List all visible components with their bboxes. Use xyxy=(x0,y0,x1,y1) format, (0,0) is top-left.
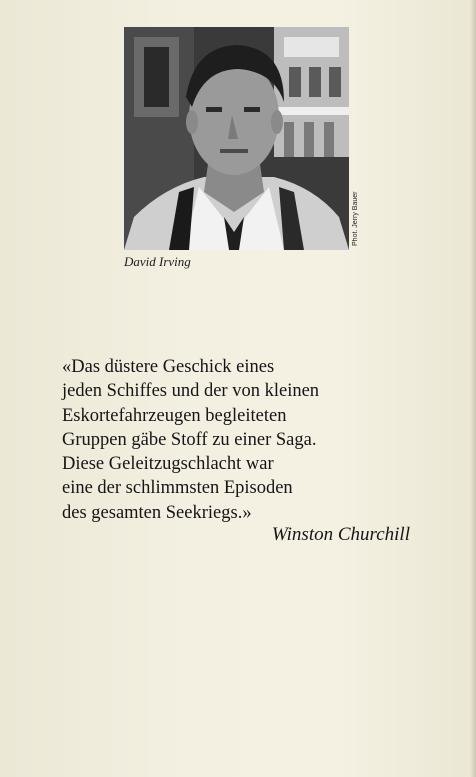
quote-line: «Das düstere Geschick eines xyxy=(62,357,275,377)
quote-line: jeden Schiffes und der von kleinen xyxy=(62,381,320,402)
quote-line: des gesamten Seekriegs.» xyxy=(62,502,252,523)
quote-text xyxy=(62,355,432,525)
quote-line: Diese Geleitzugschlacht war xyxy=(62,454,274,475)
quote-author: Winston Churchill xyxy=(271,524,410,545)
quote-line: Eskortefahrzeugen begleiteten xyxy=(62,405,287,426)
photo-caption: David Irving xyxy=(124,254,191,269)
quote-line: eine der schlimmsten Episoden xyxy=(62,478,293,499)
author-photo xyxy=(124,27,349,250)
quote-line: Gruppen gäbe Stoff zu einer Saga. xyxy=(62,429,317,450)
page-edge-shadow xyxy=(470,0,476,777)
photo-credit: Phot. Jerry Bauer xyxy=(352,191,359,246)
